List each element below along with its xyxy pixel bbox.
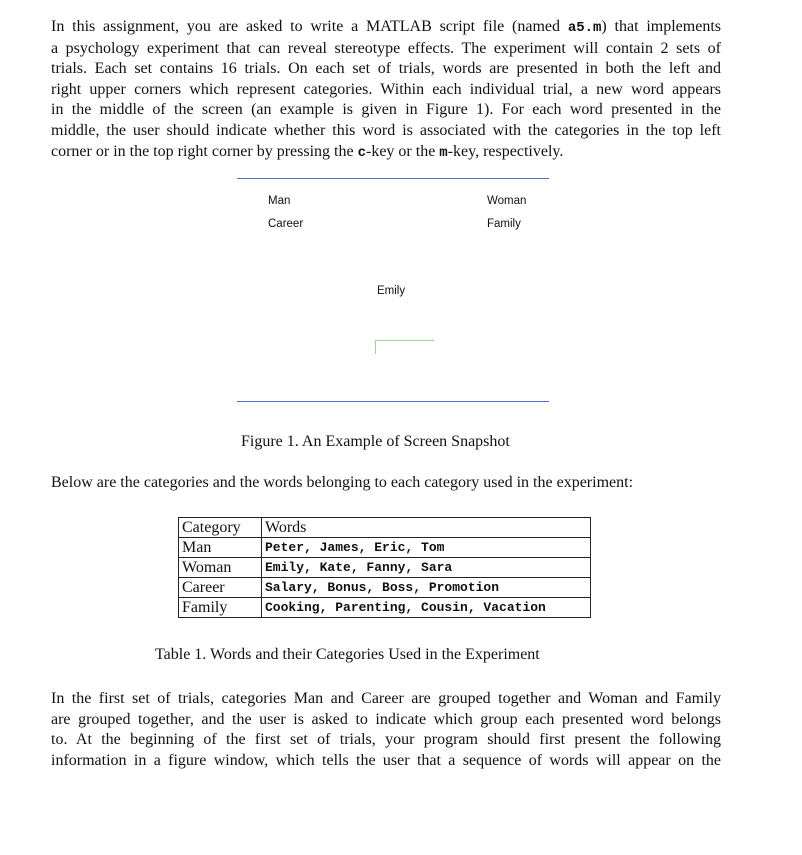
figure-category-top-left-1: Man	[268, 195, 291, 207]
table-row	[179, 598, 591, 618]
figure-category-top-right-2: Family	[487, 218, 521, 230]
table-cell-category: Family	[179, 598, 262, 618]
c-key-label: c	[357, 144, 366, 161]
first-set-paragraph	[51, 689, 721, 771]
table-cell-words: Peter, James, Eric, Tom	[262, 538, 591, 558]
table-cell-category: Man	[179, 538, 262, 558]
table-cell-category: Career	[179, 578, 262, 598]
figure-center-word: Emily	[377, 285, 406, 297]
table-cell-words: Salary, Bonus, Boss, Promotion	[262, 578, 591, 598]
figure-top-rule	[237, 178, 549, 179]
figure-category-top-right-1: Woman	[487, 195, 527, 207]
script-filename: a5.m	[567, 20, 602, 36]
table-header-words: Words	[262, 518, 591, 538]
table-header-row	[179, 518, 591, 538]
intro-line-2: a psychology experiment that can reveal stereotype effects. The experiment will contain 2 sets of	[51, 39, 721, 57]
intro-line-4: right upper corners which represent categories. Within each individual trial, a new word appears	[51, 80, 721, 98]
categories-words-table	[178, 517, 591, 618]
intro-line-6: middle, the user should indicate whether this word is associated with the categories in the top left	[51, 121, 721, 139]
intro-line-7: corner or in the top right corner by pressing the c-key or the m-key, respectively.	[51, 142, 564, 161]
intro-paragraph	[51, 17, 721, 163]
figure-category-top-left-2: Career	[268, 218, 304, 230]
intro-line-5: in the middle of the screen (an example is given in Figure 1). For each word presented in the	[51, 101, 721, 119]
intro-line-3: trials. Each set contains 16 trials. On each set of trials, words are presented in both the left and	[51, 60, 721, 78]
first-set-line-2: are grouped together, and the user is asked to indicate which group each presented word belongs	[51, 710, 721, 728]
table-cell-category: Woman	[179, 558, 262, 578]
first-set-line-3: to. At the beginning of the first set of trials, your program should first present the following	[51, 731, 721, 749]
intro-line-1: In this assignment, you are asked to write a MATLAB script file (named a5.m) that implements	[51, 18, 721, 36]
m-key-label: m	[439, 144, 448, 161]
figure-bottom-rule	[237, 401, 549, 402]
table-row	[179, 538, 591, 558]
table-intro-paragraph: Below are the categories and the words belonging to each category used in the experiment:	[51, 474, 634, 491]
table-1-caption: Table 1. Words and their Categories Used in the Experiment	[155, 646, 540, 663]
figure-1-caption: Figure 1. An Example of Screen Snapshot	[241, 433, 510, 450]
table-header-category: Category	[179, 518, 262, 538]
table-cell-words: Cooking, Parenting, Cousin, Vacation	[262, 598, 591, 618]
table-cell-words: Emily, Kate, Fanny, Sara	[262, 558, 591, 578]
first-set-line-4: information in a figure window, which tells the user that a sequence of words will appear on the	[51, 751, 721, 769]
table-row	[179, 558, 591, 578]
table-row	[179, 578, 591, 598]
first-set-line-1: In the first set of trials, categories Man and Career are grouped together and Woman and Family	[51, 690, 721, 707]
figure-response-box	[375, 340, 434, 354]
